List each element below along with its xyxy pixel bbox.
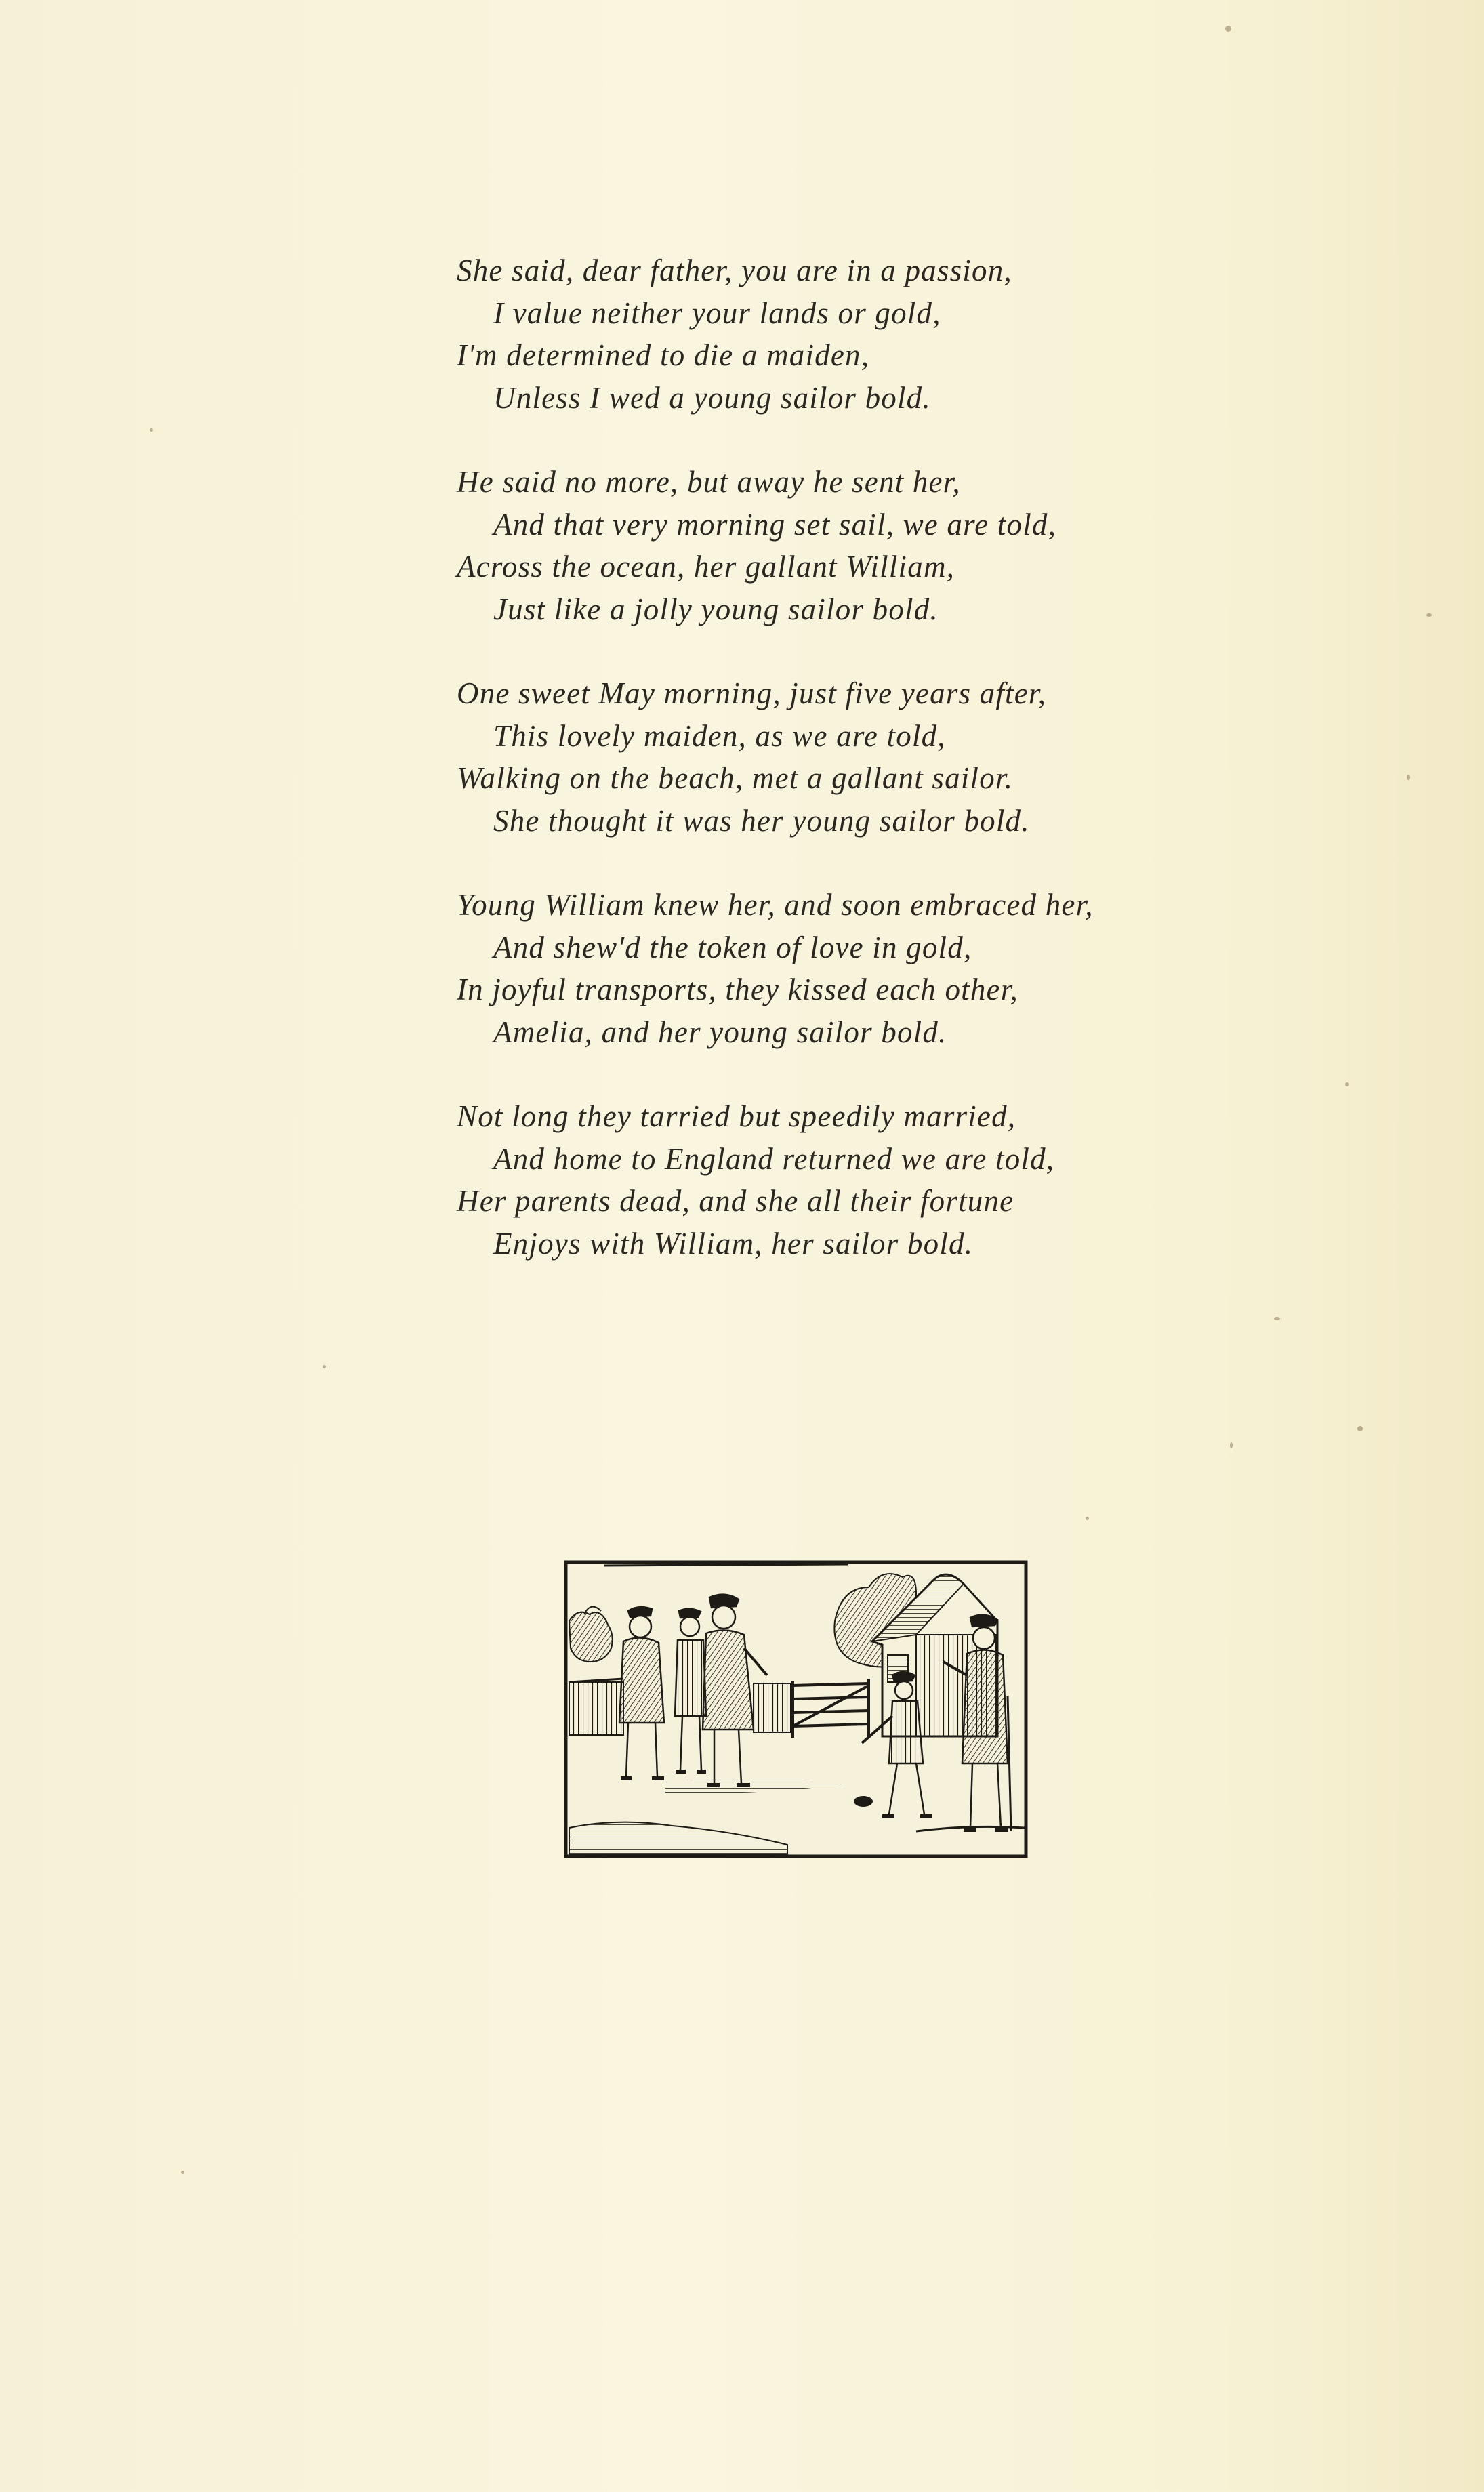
poem-line: In joyful transports, they kissed each other, — [457, 973, 1018, 1006]
stanza — [457, 672, 1311, 842]
fence-left — [569, 1679, 623, 1735]
paper-speck — [150, 428, 153, 432]
poem-line: One sweet May morning, just five years after, — [457, 676, 1047, 710]
woodcut-illustration — [564, 1560, 1028, 1858]
poem-line: Walking on the beach, met a gallant sailor. — [457, 761, 1014, 795]
poem-line: Unless I wed a young sailor bold. — [493, 380, 931, 415]
stanza — [457, 1095, 1311, 1265]
poem-line: I value neither your lands or gold, — [493, 295, 941, 330]
poem-line: Just like a jolly young sailor bold. — [493, 592, 939, 626]
stanza — [457, 249, 1311, 419]
poem-line: He said no more, but away he sent her, — [457, 465, 961, 499]
paper-speck — [1426, 613, 1432, 617]
paper-speck — [1086, 1517, 1089, 1520]
poem-line: Her parents dead, and she all their fortune — [457, 1184, 1014, 1218]
poem-line: And that very morning set sail, we are told, — [493, 507, 1057, 542]
stanza — [457, 461, 1311, 630]
paper-speck — [1230, 1442, 1233, 1448]
fence-middle — [754, 1683, 791, 1732]
paper-speck — [1225, 26, 1231, 32]
poem — [457, 249, 1311, 1307]
stanza — [457, 884, 1311, 1053]
poem-line: And shew'd the token of love in gold, — [493, 930, 972, 964]
poem-line: I'm determined to die a maiden, — [457, 338, 870, 372]
poem-line: Amelia, and her young sailor bold. — [493, 1015, 947, 1049]
paper-speck — [1274, 1317, 1280, 1320]
poem-line: This lovely maiden, as we are told, — [493, 718, 946, 753]
poem-line: She thought it was her young sailor bold. — [493, 803, 1030, 838]
paper-speck — [1407, 775, 1410, 780]
paper-speck — [181, 2171, 184, 2174]
poem-line: Across the ocean, her gallant William, — [457, 550, 955, 584]
paper-speck — [323, 1365, 326, 1368]
paper-speck — [1357, 1426, 1363, 1431]
poem-line: And home to England returned we are told, — [493, 1141, 1055, 1176]
poem-line: Young William knew her, and soon embraced her, — [457, 888, 1094, 922]
poem-line: She said, dear father, you are in a passion, — [457, 253, 1012, 287]
poem-line: Enjoys with William, her sailor bold. — [493, 1226, 974, 1261]
poem-line: Not long they tarried but speedily married, — [457, 1099, 1016, 1133]
paper-speck — [1345, 1082, 1349, 1086]
